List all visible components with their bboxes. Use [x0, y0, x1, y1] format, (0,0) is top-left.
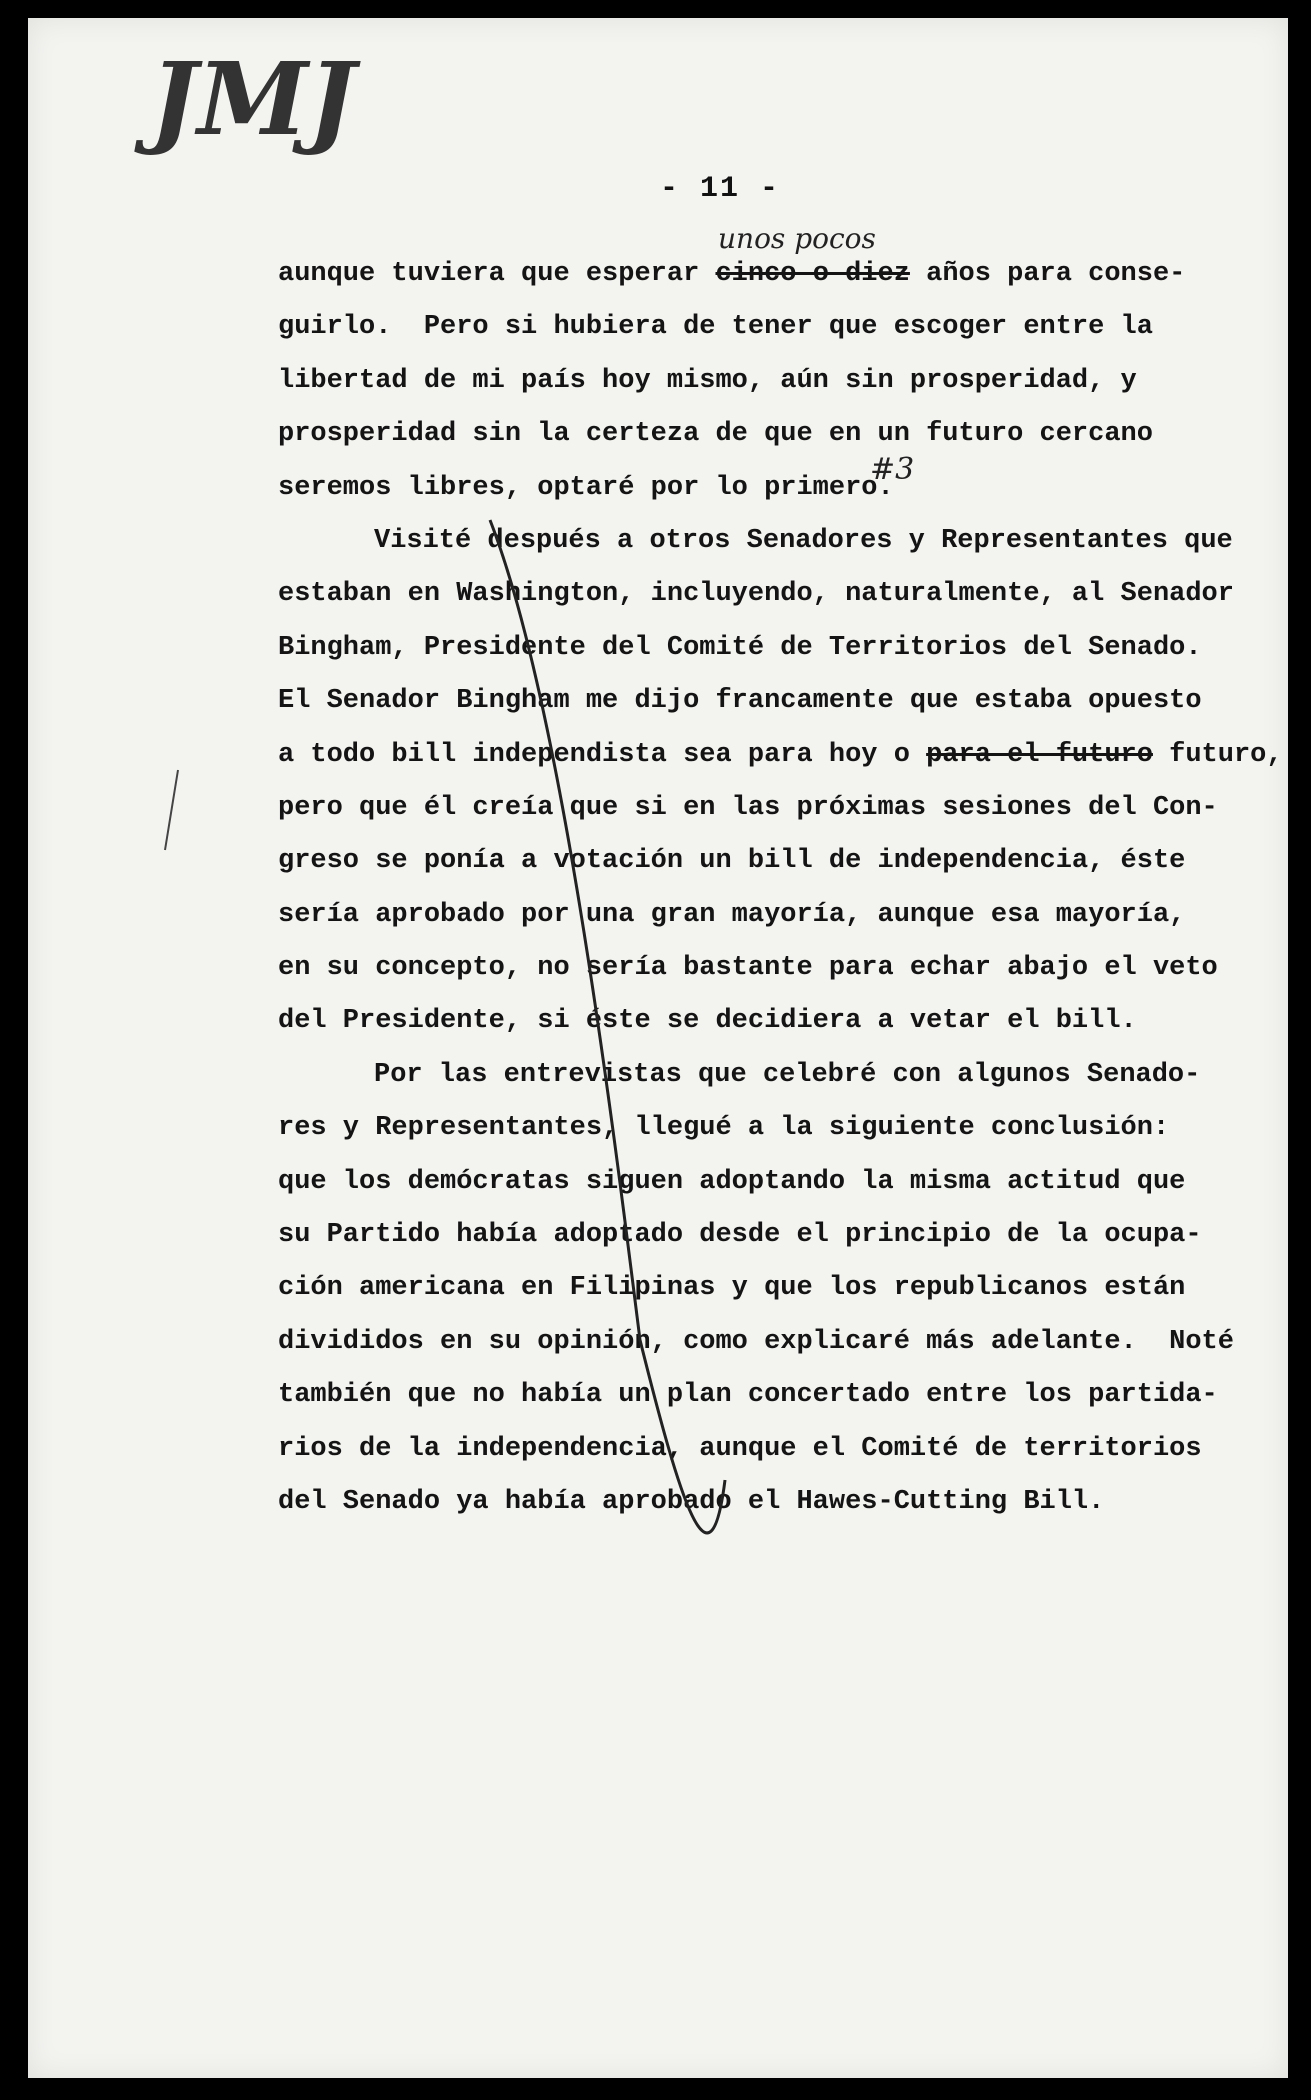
text-line	[278, 835, 1218, 888]
line-text: guirlo. Pero si hubiera de tener que escoger entre la	[278, 312, 1153, 343]
text-line	[278, 568, 1234, 621]
text-line	[278, 729, 1283, 782]
text-line	[278, 355, 1218, 408]
text-line	[278, 408, 1218, 461]
line-text: Bingham, Presidente del Comité de Territorios del Senado.	[278, 632, 1202, 663]
line-text: que los demócratas siguen adoptando la misma actitud que	[278, 1166, 1186, 1197]
line-text: Visité después a otros Senadores y Representantes que	[374, 525, 1233, 556]
line-text: seremos libres, optaré por lo primero.	[278, 472, 894, 503]
struck-text: para el futuro	[926, 739, 1153, 770]
text-line	[278, 1316, 1234, 1369]
text-line	[278, 1262, 1218, 1315]
text-line	[278, 1476, 1218, 1529]
line-text: en su concepto, no sería bastante para echar abajo el veto	[278, 953, 1218, 984]
line-text: divididos en su opinión, como explicaré más adelante. Noté	[278, 1326, 1234, 1357]
line-text: ción americana en Filipinas y que los republicanos están	[278, 1273, 1186, 1304]
text-line	[278, 995, 1218, 1048]
line-text: sería aprobado por una gran mayoría, aunque esa mayoría,	[278, 899, 1186, 930]
text-line	[278, 1049, 1218, 1102]
text-line	[278, 1423, 1218, 1476]
text-line	[278, 782, 1218, 835]
line-text: del Presidente, si éste se decidiera a vetar el bill.	[278, 1006, 1137, 1037]
handwritten-initials: #3	[870, 452, 915, 487]
text-line	[278, 515, 1233, 568]
line-text-after: futuro,	[1152, 739, 1283, 770]
line-text: El Senador Bingham me dijo francamente que estaba opuesto	[278, 686, 1202, 717]
line-text: greso se ponía a votación un bill de independencia, éste	[278, 846, 1186, 877]
text-line	[278, 1156, 1218, 1209]
line-text: estaban en Washington, incluyendo, naturalmente, al Senador	[278, 579, 1234, 610]
line-text: rios de la independencia, aunque el Comité de territorios	[278, 1433, 1202, 1464]
text-line	[278, 942, 1218, 995]
struck-text: cinco o diez	[715, 259, 910, 289]
page-number: - 11 -	[660, 172, 781, 206]
text-line	[278, 301, 1218, 354]
line-text: su Partido había adoptado desde el principio de la ocupa-	[278, 1220, 1202, 1251]
handwritten-margin-mark: JMJ	[150, 40, 356, 158]
text-line	[278, 462, 1218, 515]
line-text: a todo bill independista sea para hoy o	[278, 739, 927, 770]
line-text-after: años para conse-	[909, 259, 1186, 289]
text-line	[278, 1209, 1218, 1262]
line-text: también que no había un plan concertado entre los partida-	[278, 1380, 1218, 1411]
line-text: Por las entrevistas que celebré con algunos Senado-	[374, 1059, 1201, 1090]
text-line	[278, 622, 1218, 675]
line-text: aunque tuviera que esperar	[278, 259, 716, 289]
text-line	[278, 1102, 1218, 1155]
line-text: prosperidad sin la certeza de que en un futuro cercano	[278, 419, 1153, 450]
line-text: libertad de mi país hoy mismo, aún sin prosperidad, y	[278, 365, 1137, 396]
line-text: del Senado ya había aprobado el Hawes-Cutting Bill.	[278, 1486, 1105, 1517]
line-text: pero que él creía que si en las próximas sesiones del Con-	[278, 792, 1218, 823]
typed-body-text	[278, 248, 1283, 1529]
line-text: res y Representantes, llegué a la siguiente conclusión:	[278, 1113, 1170, 1144]
text-line	[278, 248, 1218, 301]
text-line	[278, 675, 1218, 728]
handwritten-insertion: unos pocos	[718, 222, 876, 255]
text-line	[278, 1369, 1218, 1422]
text-line	[278, 889, 1218, 942]
